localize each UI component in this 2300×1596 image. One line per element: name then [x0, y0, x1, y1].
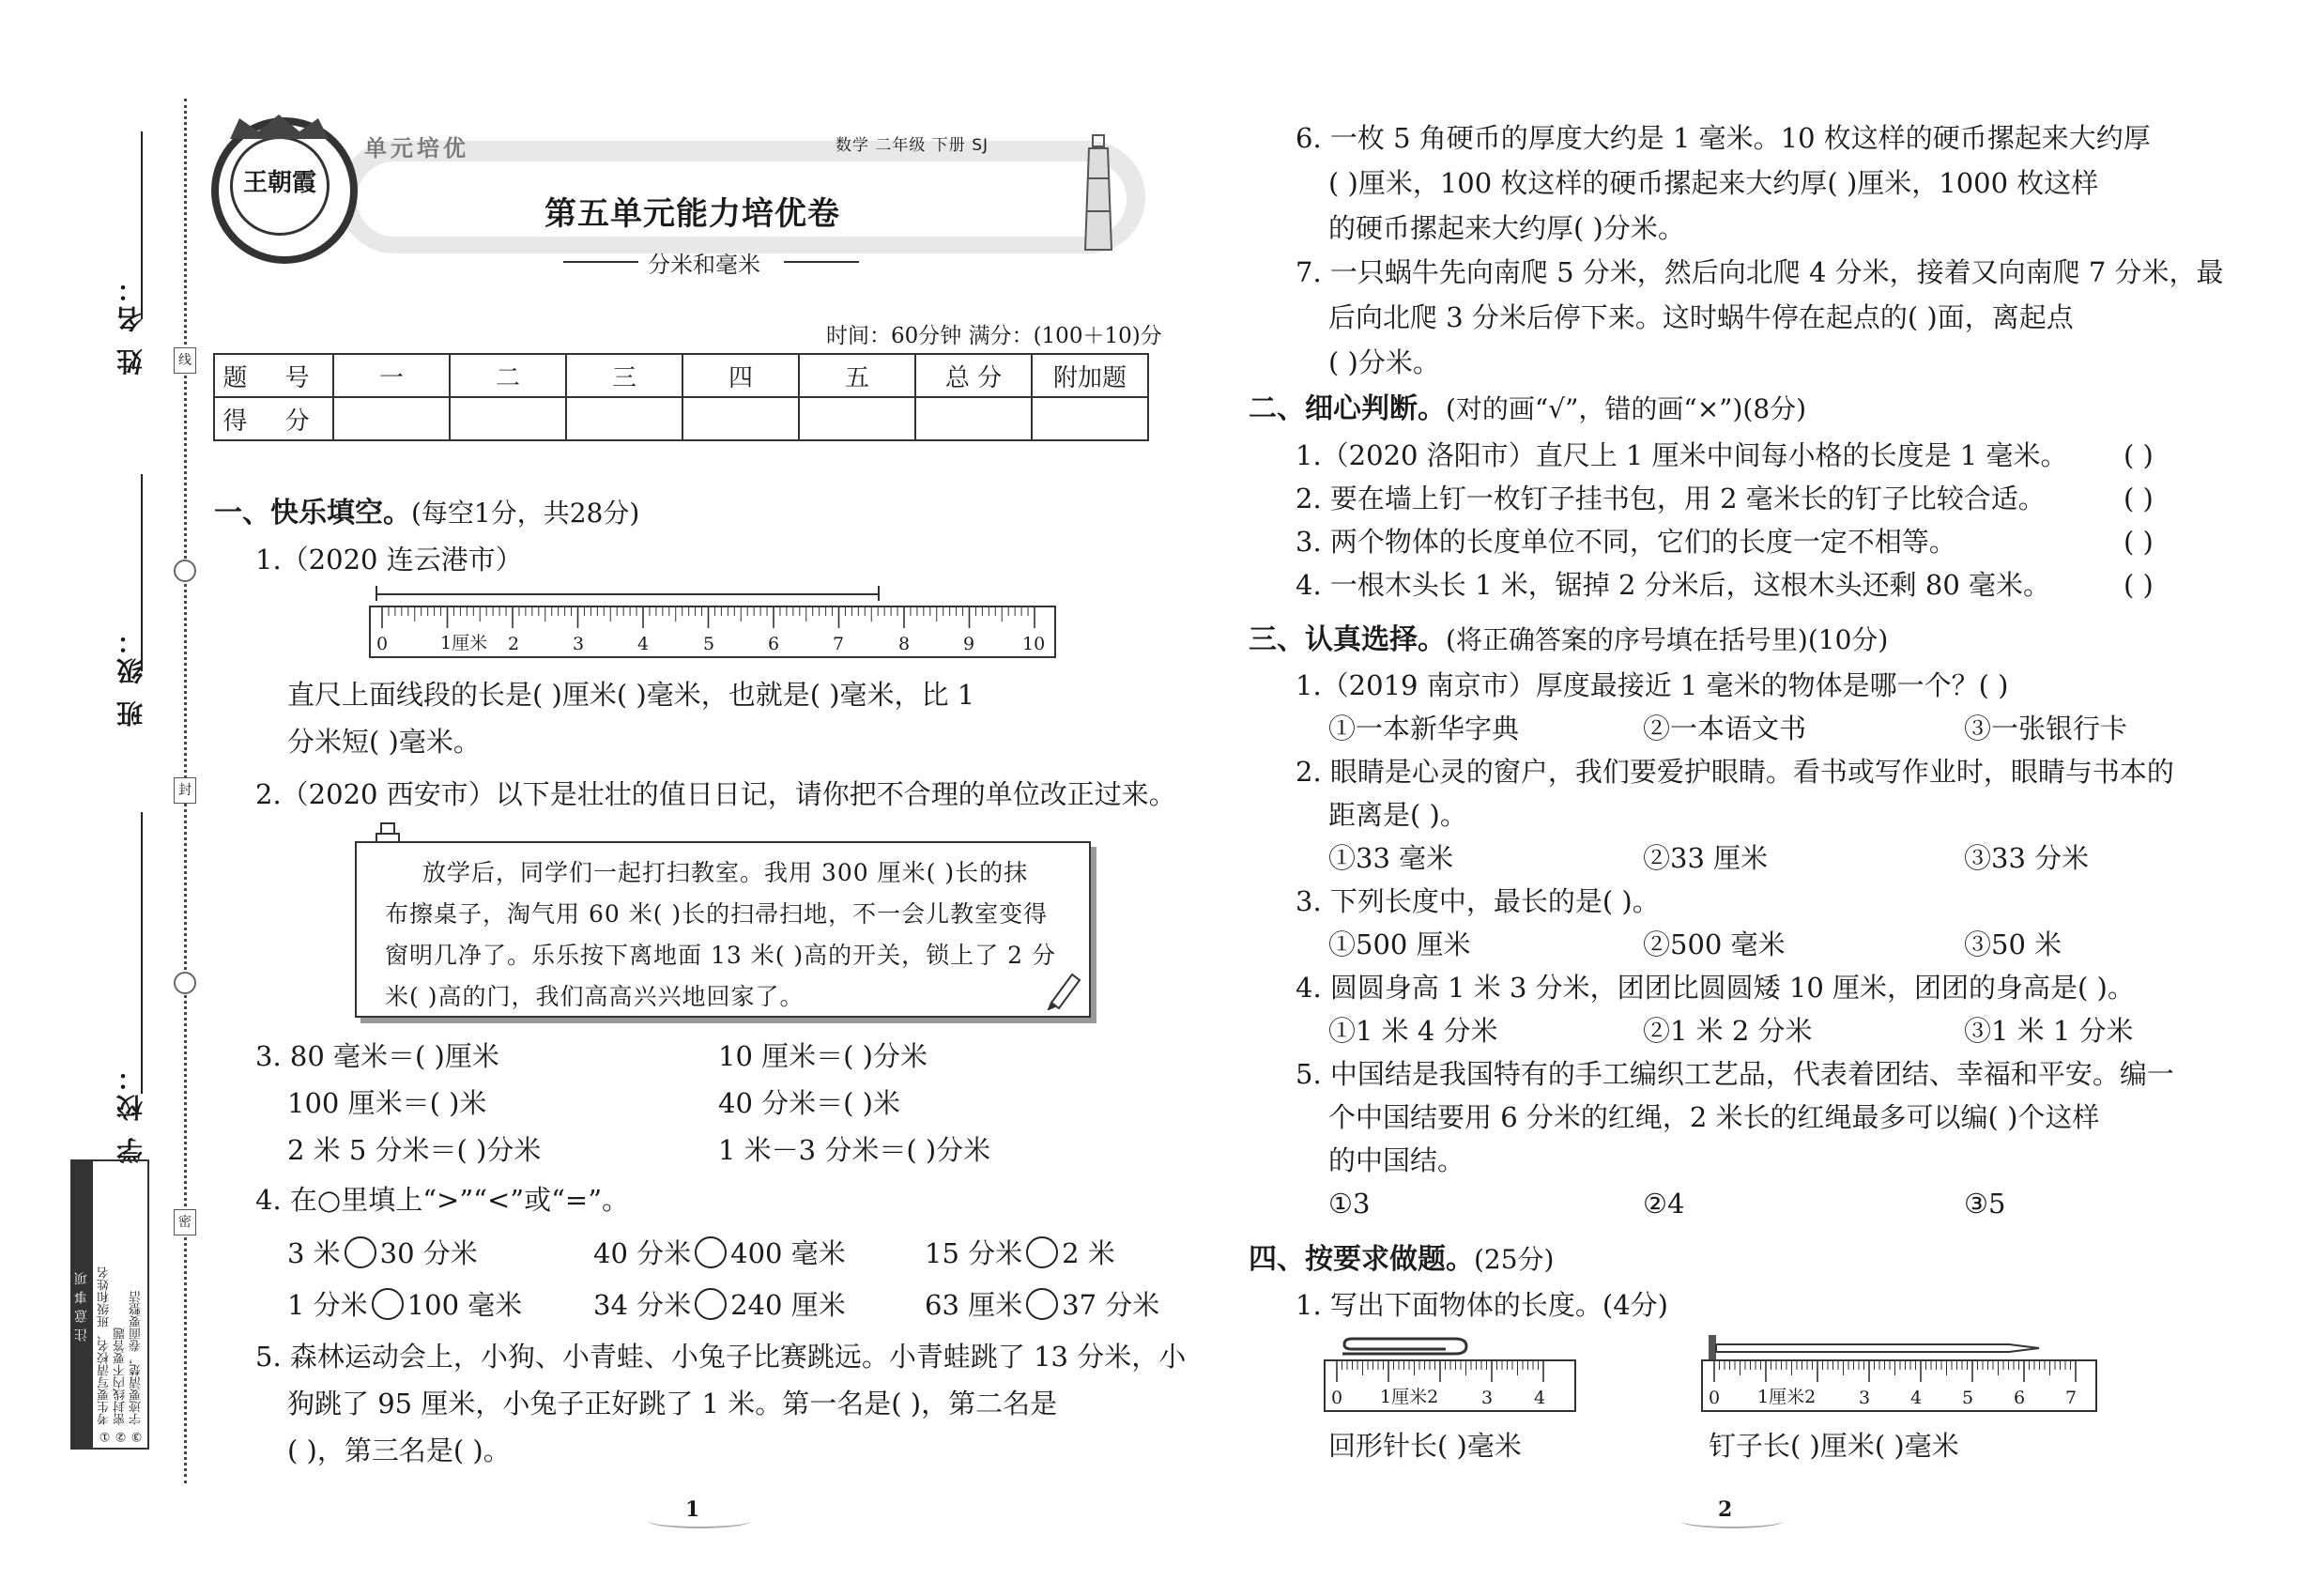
q6-text: 6. 一枚 5 角硬币的厚度大约是 1 毫米。10 枚这样的硬币摞起来大约厚 — [1296, 122, 2151, 154]
ruler-2 — [1324, 1359, 1576, 1412]
ruler-label: 6 — [2014, 1388, 2026, 1408]
segment-end — [878, 586, 880, 601]
ruler-label: 4 — [1534, 1388, 1546, 1408]
memo-line: 窗明几净了。乐乐按下离地面 13 米( )高的开关，锁上了 2 分 — [385, 942, 1056, 969]
ruler-label: 6 — [768, 634, 780, 654]
table-cell: 五 — [799, 354, 915, 397]
option[interactable]: ②4 — [1643, 1188, 1685, 1220]
nail-answer: 钉子长( )厘米( )毫米 — [1709, 1430, 1959, 1462]
diary-memo — [355, 841, 1091, 1018]
compare-item: 63 厘米 37 分米 — [925, 1289, 1160, 1321]
q1-label: 1.（2020 连云港市） — [255, 544, 523, 575]
option[interactable]: ①3 — [1328, 1188, 1371, 1220]
option[interactable]: ①一本新华字典 — [1328, 713, 1520, 744]
choice-q1: 1.（2019 南京市）厚度最接近 1 毫米的物体是哪一个？( ) — [1296, 669, 2009, 701]
table-cell: 总 分 — [915, 354, 1032, 397]
table-cell: 题 号 — [214, 354, 333, 397]
judge-answer[interactable]: ( ) — [2124, 526, 2154, 558]
section-4-heading — [1249, 1241, 1554, 1279]
notes-box — [70, 1159, 149, 1450]
q5-text: ( )，第三名是( )。 — [287, 1435, 511, 1466]
compare-circle[interactable] — [345, 1236, 376, 1268]
ruler-label: 7 — [833, 634, 845, 654]
q3-c: 100 厘米＝( )米 — [287, 1087, 487, 1119]
ruler-label: 10 — [1022, 634, 1046, 654]
option[interactable]: ③50 米 — [1964, 928, 2062, 960]
q7-text: ( )分米。 — [1328, 346, 1440, 378]
section-2-title: 二、细心判断。 — [1249, 392, 1446, 425]
ruler-label: 9 — [963, 634, 975, 654]
crown-icon — [221, 113, 338, 141]
score-input[interactable] — [1032, 397, 1148, 440]
judge-answer[interactable]: ( ) — [2124, 483, 2154, 514]
page-ornament — [1680, 1513, 1784, 1528]
section-2-heading — [1249, 391, 1806, 428]
ruler-label: 3 — [1859, 1388, 1871, 1408]
compare-circle[interactable] — [695, 1288, 727, 1320]
q7-text: 后向北爬 3 分米后停下来。这时蜗牛停在起点的( )面，离起点 — [1328, 301, 2074, 333]
option[interactable]: ③5 — [1964, 1188, 2006, 1220]
section-2-note: (对的画“√”，错的画“×”)(8分) — [1446, 393, 1807, 424]
divider — [784, 261, 859, 263]
section-1-title: 一、快乐填空。 — [214, 497, 411, 529]
table-row — [214, 397, 1148, 440]
judge-item: 4. 一根木头长 1 米，锯掉 2 分米后，这根木头还剩 80 毫米。 — [1296, 569, 2051, 601]
choice-q5: 的中国结。 — [1328, 1144, 1465, 1176]
section-4-note: (25分) — [1474, 1244, 1555, 1275]
compare-circle[interactable] — [1026, 1288, 1058, 1320]
notes-title: 注意事项 — [72, 1161, 93, 1448]
section-3-heading — [1249, 622, 1888, 659]
memo-line: 布擦桌子，淘气用 60 米( )长的扫帚扫地，不一会儿教室变得 — [385, 900, 1049, 928]
option[interactable]: ③33 分米 — [1964, 842, 2090, 874]
compare-circle[interactable] — [1026, 1236, 1058, 1268]
ruler-label: 2 — [508, 634, 520, 654]
section-3-title: 三、认真选择。 — [1249, 623, 1446, 656]
ruler-label: 0 — [376, 634, 389, 654]
name-blank[interactable] — [141, 131, 143, 319]
q4-text: 4. 在○里填上“>”“<”或“=”。 — [255, 1184, 630, 1216]
score-input[interactable] — [915, 397, 1032, 440]
class-label: 班 级： — [115, 624, 146, 728]
cut-mark-seal: 封 — [174, 777, 196, 804]
q3-e: 2 米 5 分米＝( )分米 — [287, 1134, 542, 1166]
section-1-heading — [214, 495, 639, 532]
option[interactable]: ②33 厘米 — [1643, 842, 1769, 874]
choice-q4: 4. 圆圆身高 1 米 3 分米，团团比圆圆矮 10 厘米，团团的身高是( )。 — [1296, 972, 2135, 1004]
note-item: ③ 字迹要清楚，卷面要整洁 — [130, 1290, 144, 1443]
name-label: 姓 名： — [115, 272, 146, 376]
compare-circle[interactable] — [695, 1236, 727, 1268]
table-cell: 四 — [682, 354, 799, 397]
compare-item: 1 分米 100 毫米 — [287, 1289, 523, 1321]
segment-end — [376, 586, 377, 601]
option[interactable]: ③1 米 1 分米 — [1964, 1015, 2134, 1047]
q3-f: 1 米－3 分米＝( )分米 — [718, 1134, 991, 1166]
compare-circle[interactable] — [372, 1288, 404, 1320]
binding-hole-icon — [174, 560, 196, 582]
choice-q5: 个中国结要用 6 分米的红绳，2 米长的红绳最多可以编( )个这样 — [1328, 1101, 2100, 1133]
binding-hole-icon — [174, 972, 196, 994]
page-ornament — [648, 1513, 751, 1528]
option[interactable]: ②500 毫米 — [1643, 928, 1786, 960]
compare-item: 40 分米 400 毫米 — [593, 1237, 846, 1269]
ruler-label: 8 — [898, 634, 911, 654]
score-input[interactable] — [566, 397, 682, 440]
ruler-label: 5 — [1962, 1388, 1974, 1408]
ruler-label: 5 — [703, 634, 715, 654]
q6-text: 的硬币摞起来大约厚( )分米。 — [1328, 212, 1685, 244]
school-label: 学 校： — [115, 1061, 146, 1164]
ruler-3 — [1701, 1359, 2097, 1412]
q3-b: 10 厘米＝( )分米 — [718, 1040, 928, 1072]
q3-a: 3. 80 毫米＝( )厘米 — [255, 1040, 499, 1072]
ruler-label: 1厘米2 — [1380, 1387, 1439, 1407]
score-table — [213, 353, 1149, 441]
book-meta: 数学 二年级 下册 SJ — [836, 136, 989, 155]
q2-text: 2.（2020 西安市）以下是壮壮的值日日记，请你把不合理的单位改正过来。 — [255, 778, 1176, 810]
judge-item: 1.（2020 洛阳市）直尺上 1 厘米中间每小格的长度是 1 毫米。 — [1296, 439, 2068, 471]
choice-q3: 3. 下列长度中，最长的是( )。 — [1296, 885, 1660, 917]
option[interactable]: ②一本语文书 — [1643, 713, 1807, 744]
q5-text: 狗跳了 95 厘米，小兔子正好跳了 1 米。第一名是( )，第二名是 — [287, 1388, 1058, 1420]
judge-answer[interactable]: ( ) — [2124, 439, 2154, 471]
section-4-title: 四、按要求做题。 — [1249, 1243, 1474, 1276]
option[interactable]: ①500 厘米 — [1328, 928, 1471, 960]
score-input[interactable] — [333, 397, 450, 440]
note-item: ① 考生要写清校名、班级和姓名 — [98, 1266, 112, 1443]
class-blank[interactable] — [141, 474, 143, 671]
table-row — [214, 354, 1148, 397]
ruler-label: 3 — [1481, 1388, 1494, 1408]
unit-tag: 单元培优 — [364, 135, 469, 161]
ruler-label: 3 — [573, 634, 585, 654]
q5-text: 5. 森林运动会上，小狗、小青蛙、小兔子比赛跳远。小青蛙跳了 13 分米，小 — [255, 1341, 1187, 1373]
score-input[interactable] — [450, 397, 566, 440]
q7-text: 7. 一只蜗牛先向南爬 5 分米，然后向北爬 4 分米，接着又向南爬 7 分米，最 — [1296, 256, 2224, 288]
choice-q5: 5. 中国结是我国特有的手工编织工艺品，代表着团结、幸福和平安。编一 — [1296, 1058, 2174, 1090]
ruler-label: 7 — [2065, 1388, 2078, 1408]
judge-answer[interactable]: ( ) — [2124, 569, 2154, 601]
note-item: ② 密封线内不要答题 — [114, 1327, 128, 1443]
compare-item: 3 米 30 分米 — [287, 1237, 478, 1269]
ruler-label: 0 — [1709, 1388, 1721, 1408]
option[interactable]: ①1 米 4 分米 — [1328, 1015, 1498, 1047]
brand-name: 王朝霞 — [242, 169, 316, 197]
q3-d: 40 分米＝( )米 — [718, 1087, 900, 1119]
memo-line: 米( )高的门，我们高高兴兴地回家了。 — [385, 983, 805, 1010]
ruler-label: 4 — [637, 634, 650, 654]
paperclip-icon — [1333, 1333, 1474, 1361]
choice-q2: 2. 眼睛是心灵的窗户，我们要爱护眼睛。看书或写作业时，眼睛与书本的 — [1296, 756, 2174, 788]
school-blank[interactable] — [141, 812, 143, 1094]
page-number: 1 — [685, 1497, 700, 1522]
segment-line — [376, 593, 878, 595]
ruler-label: 0 — [1331, 1388, 1343, 1408]
table-cell: 附加题 — [1032, 354, 1148, 397]
ruler-1 — [369, 606, 1056, 658]
lighthouse-icon — [1080, 131, 1117, 253]
judge-item: 2. 要在墙上钉一枚钉子挂书包，用 2 毫米长的钉子比较合适。 — [1296, 483, 2046, 514]
table-cell: 得 分 — [214, 397, 333, 440]
ruler-label: 1厘米 — [440, 633, 488, 653]
score-input[interactable] — [799, 397, 915, 440]
section-1-note: (每空1分，共28分) — [411, 498, 640, 529]
page-subtitle: 分米和毫米 — [648, 252, 760, 278]
q1-text: 分米短( )毫米。 — [287, 726, 481, 758]
q1-text: 直尺上面线段的长是( )厘米( )毫米，也就是( )毫米，比 1 — [287, 679, 975, 711]
compare-item: 34 分米 240 厘米 — [593, 1289, 846, 1321]
q6-text: ( )厘米，100 枚这样的硬币摞起来大约厚( )厘米，1000 枚这样 — [1328, 167, 2099, 199]
cut-mark-line: 线 — [174, 347, 196, 374]
judge-item: 3. 两个物体的长度单位不同，它们的长度一定不相等。 — [1296, 526, 1956, 558]
notes-list — [97, 1165, 146, 1443]
table-cell: 一 — [333, 354, 450, 397]
divider — [563, 261, 638, 263]
pencil-icon — [1044, 965, 1085, 1010]
table-cell: 二 — [450, 354, 566, 397]
ruler-label: 4 — [1910, 1388, 1923, 1408]
option[interactable]: ③一张银行卡 — [1964, 713, 2128, 744]
score-input[interactable] — [682, 397, 799, 440]
table-cell: 三 — [566, 354, 682, 397]
s4-q1: 1. 写出下面物体的长度。(4分) — [1296, 1289, 1668, 1321]
time-info: 时间：60分钟 满分：(100＋10)分 — [826, 324, 1162, 348]
page-number: 2 — [1718, 1497, 1733, 1522]
clip-answer: 回形针长( )毫米 — [1328, 1430, 1522, 1462]
section-3-note: (将正确答案的序号填在括号里)(10分) — [1446, 624, 1889, 655]
memo-line: 放学后，同学们一起打扫教室。我用 300 厘米( )长的抹 — [422, 859, 1029, 886]
cut-mark-secret: 密 — [174, 1209, 196, 1235]
ruler-label: 1厘米2 — [1757, 1387, 1817, 1407]
choice-q2: 距离是( )。 — [1328, 799, 1467, 831]
option[interactable]: ②1 米 2 分米 — [1643, 1015, 1813, 1047]
compare-item: 15 分米 2 米 — [925, 1237, 1115, 1269]
option[interactable]: ①33 毫米 — [1328, 842, 1454, 874]
ruler-2-ticks — [1326, 1361, 1574, 1389]
page-title: 第五单元能力培优卷 — [544, 195, 840, 233]
